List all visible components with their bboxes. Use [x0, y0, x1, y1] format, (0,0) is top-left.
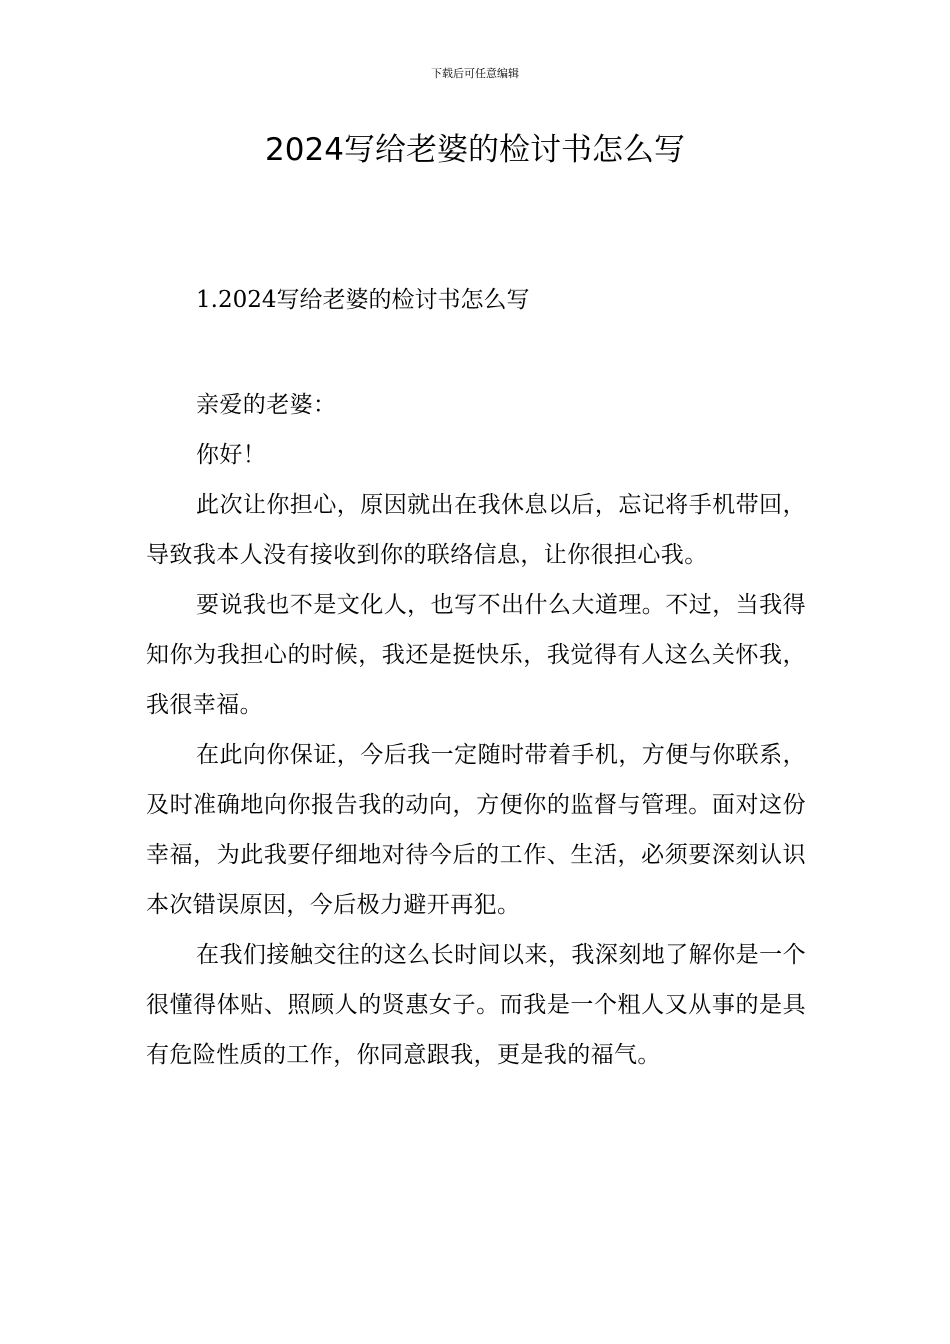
- body-paragraph: 此次让你担心，原因就出在我休息以后，忘记将手机带回，导致我本人没有接收到你的联络信息，让你很担心我。: [146, 492, 806, 568]
- body-paragraph: 要说我也不是文化人，也写不出什么大道理。不过，当我得知你为我担心的时候，我还是挺快乐，我觉得有人这么关怀我，我很幸福。: [146, 592, 806, 718]
- salutation: 亲爱的老婆：: [196, 392, 337, 418]
- section-heading: 1.2024写给老婆的检讨书怎么写: [196, 287, 530, 313]
- page-header-note: 下载后可任意编辑: [431, 67, 519, 80]
- document-title: 2024写给老婆的检讨书怎么写: [265, 132, 685, 168]
- body-paragraph: 在我们接触交往的这么长时间以来，我深刻地了解你是一个很懂得体贴、照顾人的贤惠女子。而我是一个粗人又从事的是具有危险性质的工作，你同意跟我，更是我的福气。: [146, 942, 806, 1068]
- body-paragraph: 在此向你保证，今后我一定随时带着手机，方便与你联系，及时准确地向你报告我的动向，方便你的监督与管理。面对这份幸福，为此我要仔细地对待今后的工作、生活，必须要深刻认识本次错误原因，今后极力避开再犯。: [146, 742, 806, 918]
- letter-body: [146, 380, 806, 1080]
- greeting: 你好！: [196, 442, 267, 468]
